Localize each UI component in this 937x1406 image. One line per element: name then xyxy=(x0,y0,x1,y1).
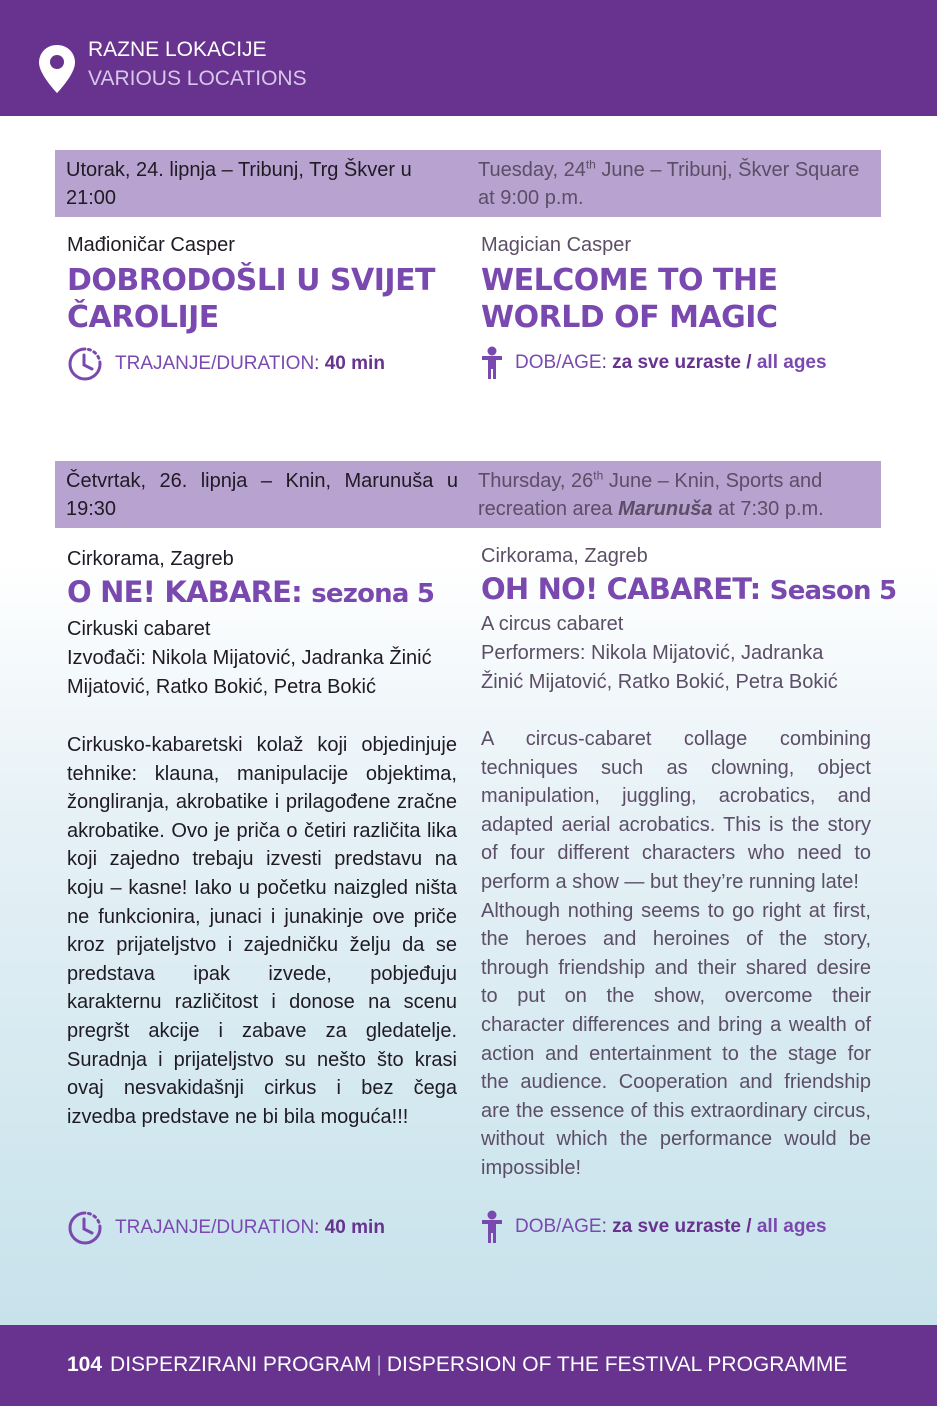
age-info: DOB/AGE : za sve uzraste / all ages xyxy=(481,346,827,380)
event-subtitle: Cirkuski cabaret xyxy=(67,618,211,640)
age-info: DOB/AGE : za sve uzraste / all ages xyxy=(481,1210,827,1244)
event-date-hr: Utorak, 24. lipnja – Tribunj, Trg Škver u 21:00 xyxy=(66,159,412,209)
footer-section-en: DISPERSION OF THE FESTIVAL PROGRAMME xyxy=(386,1353,848,1376)
event-date-en: Tuesday, 24th June – Tribunj, Škver Square at 9:00 p.m. xyxy=(478,157,860,209)
event-description: Cirkusko-kabaretski kolaž koji objedinjuje tehnike: klauna, manipulacije objektima, žongliranja, akrobatike i prilagođene zračne akrobatike. Ovo je priča o četiri različita lika koji zajedno trebaju izvesti predstavu na koju – kasne! Iako u početku naizgled ništa ne funkcionira, junaci i junakinje ove priče kroz prijateljstvo i zajedničku želju da se predstava ipak izvede, pobjeđuju karakternu različitost i donose na scenu pregršt akcije i zabave za gledatelje. Suradnja i prijateljstvo su nešto što krasi ovaj nesvakidašnji cirkus i bez čega izvedba predstave ne bi bila moguća!!! xyxy=(67,734,457,1128)
footer-section-hr: DISPERZIRANI PROGRAM xyxy=(110,1353,372,1376)
event-title: O NE! KABARE: sezona 5 xyxy=(67,575,435,609)
location-pin-icon xyxy=(38,44,76,99)
event-title: OH NO! CABARET: Season 5 xyxy=(481,572,897,606)
child-icon xyxy=(481,346,503,380)
event-subtitle: A circus cabaret xyxy=(481,613,624,635)
performers-list: Performers: Nikola Mijatović, Jadranka Žinić Mijatović, Ratko Bokić, Petra Bokić xyxy=(481,642,838,693)
event-column-hr xyxy=(67,232,457,336)
event-column-en xyxy=(481,232,871,336)
clock-icon xyxy=(67,346,103,382)
performer-name: Magician Casper xyxy=(481,234,632,256)
event-date-hr: Četvrtak, 26. lipnja – Knin, Marunuša u 19:30 xyxy=(66,470,458,520)
duration-info: TRAJANJE/ DURATION : 40 min xyxy=(67,346,385,382)
section-title-hr: RAZNE LOKACIJE xyxy=(88,38,267,61)
child-icon xyxy=(481,1210,503,1244)
clock-icon xyxy=(67,1210,103,1246)
performer-name: Cirkorama, Zagreb xyxy=(481,545,648,567)
footer-divider: | xyxy=(376,1353,382,1376)
page-header xyxy=(0,0,937,116)
event-column-en xyxy=(481,543,897,1183)
event-title: WELCOME TO THE WORLD OF MAGIC xyxy=(481,263,778,335)
performer-name: Mađioničar Casper xyxy=(67,234,235,256)
page-number: 104 xyxy=(67,1353,103,1376)
duration-info: TRAJANJE/ DURATION : 40 min xyxy=(67,1210,385,1246)
event-date-bar xyxy=(55,461,881,528)
event-title: DOBRODOŠLI U SVIJET ČAROLIJE xyxy=(67,263,436,335)
event-date-en: Thursday, 26th June – Knin, Sports and recreation area Marunuša at 7:30 p.m. xyxy=(478,468,824,520)
event-description: A circus-cabaret collage combining techniques such as clowning, object manipulation, juggling, acrobatics, and adapted aerial acrobatics. This is the story of four different characters who need to perform a show — but they’re running late! xyxy=(481,728,871,893)
event-date-bar xyxy=(55,150,881,217)
section-title-en: VARIOUS LOCATIONS xyxy=(88,67,307,90)
footer-text xyxy=(67,1353,847,1377)
event-column-hr xyxy=(67,546,457,1131)
performer-name: Cirkorama, Zagreb xyxy=(67,548,234,570)
page-footer xyxy=(0,1325,937,1406)
performers-list: Izvođači: Nikola Mijatović, Jadranka Žinić Mijatović, Ratko Bokić, Petra Bokić xyxy=(67,647,432,698)
event-description: Although nothing seems to go right at first, the heroes and heroines of the story, through friendship and their shared desire to put on the show, overcome their character differences and bring a wealth of action and entertainment to the stage for the audience. Cooperation and friendship are the essence of this extraordinary circus, without which the performance would be impossible! xyxy=(481,899,871,1179)
